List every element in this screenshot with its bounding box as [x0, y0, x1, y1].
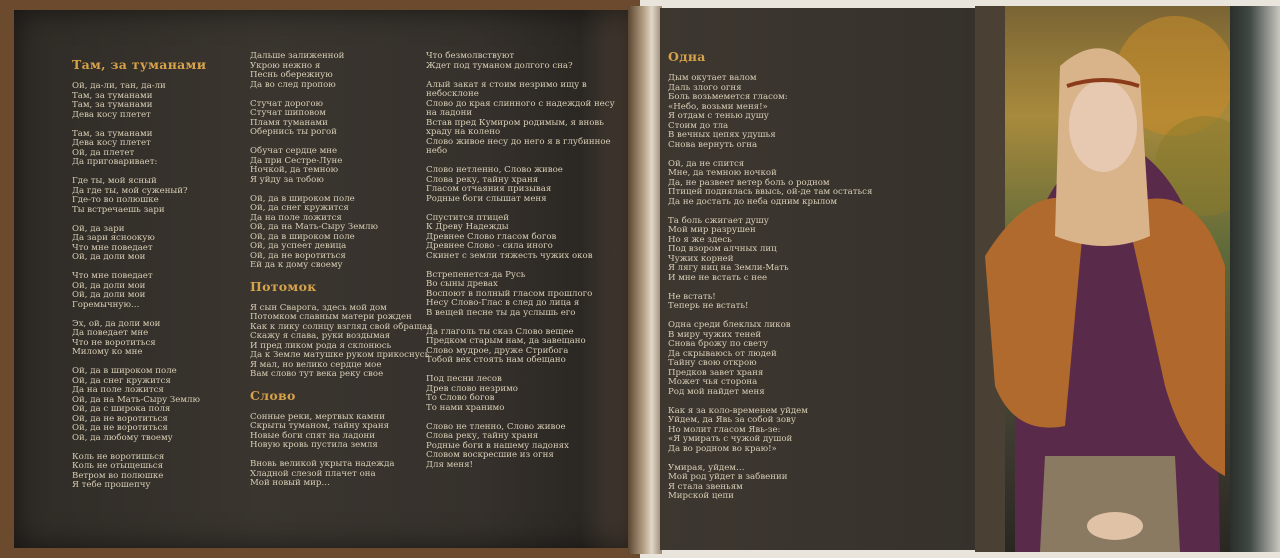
lyric-line: Укрою нежно я [250, 60, 321, 71]
lyric-line: В миру чужих теней [668, 329, 762, 340]
lyric-line: Словом воскресшие из огня [426, 450, 554, 460]
lyric-line: Ой, да доли мои [72, 280, 146, 291]
song-title: Там, за туманами [72, 57, 207, 72]
lyric-line: «Небо, возьми меня!» [668, 101, 768, 112]
lyric-line: Потомком славным матери рожден [250, 312, 412, 322]
lyric-line: Ой, да плетет [72, 147, 135, 158]
lyric-line: Во сыны древах [426, 279, 498, 289]
lyric-line: В вещей песне ты да услышь его [426, 307, 576, 318]
lyric-line: Я лягу ниц на Земли-Мать [668, 263, 789, 273]
lyric-line: Спустится птицей [426, 212, 509, 223]
lyric-line: Да при Сестре-Луне [250, 155, 343, 166]
lyrics-lines [250, 52, 420, 271]
lyrics-column-3 [426, 52, 616, 470]
lyric-line: небосклоне [426, 89, 479, 99]
lyric-line: Где-то во полюшке [72, 195, 159, 205]
lyric-line: Коль не воротишься [72, 451, 165, 462]
lyric-line: Ой, да снег кружится [72, 375, 171, 386]
lyric-line: Мне, да темною ночкой [668, 168, 777, 178]
lyric-line: Слово нетленно, Слово живое [426, 165, 563, 175]
lyric-line: Дева косу плетет [72, 109, 151, 120]
lyric-line: Новые боги спят на ладони [250, 430, 376, 441]
lyrics-column-2 [250, 51, 433, 489]
lyric-line: Там, за туманами [72, 100, 153, 110]
lyric-line: Вам слово тут века реку свое [250, 369, 384, 379]
booklet-right-edge [1230, 6, 1280, 552]
lyric-line: Слова реку, тайну храня [426, 174, 539, 185]
lyric-line: И мне не встать с нее [668, 272, 768, 283]
lyric-line: Ой, да на Мать-Сыру Землю [72, 394, 200, 405]
lyric-line: К Древу Надежды [426, 222, 509, 232]
lyric-line: Древ слово незримо [426, 383, 518, 394]
lyric-line: Слово не тленно, Слово живое [426, 421, 566, 432]
lyrics-column-right [668, 50, 968, 502]
lyric-line: Слово мудрое, друже Стрибога [426, 345, 569, 356]
lyric-line: Ой, да в широком поле [250, 231, 355, 242]
lyric-line: Да на поле ложится [72, 385, 164, 395]
lyric-line: Да не достать до неба одним крылом [668, 196, 838, 207]
lyric-line: Дева косу плетет [72, 138, 151, 148]
booklet-gutter [628, 6, 662, 554]
lyric-line: Встав пред Кумиром родимым, я вновь [426, 117, 604, 128]
lyrics-column-1 [72, 58, 242, 491]
lyric-line: Умирая, уйдем… [668, 462, 745, 473]
lyric-line: Под взором алчных лиц [668, 244, 777, 254]
lyric-line: Но молит гласом Явь-зе: [668, 424, 781, 435]
lyric-line: Обернись ты рогой [250, 127, 337, 137]
lyric-line: «Я умирать с чужой душой [668, 434, 793, 444]
lyrics-lines [250, 302, 433, 380]
lyric-line: Мой мир разрушен [668, 225, 756, 235]
lyric-line: То Слово богов [426, 393, 495, 403]
lyric-line: Ты встречаешь зари [72, 204, 165, 215]
lyric-line: Снова вернуть огна [668, 139, 758, 150]
lyrics-lines [250, 413, 420, 489]
lyric-line: Я отдам с тенью душу [668, 111, 769, 121]
lyric-line: Что мне поведает [72, 271, 153, 281]
lyric-line: на ладони [426, 108, 473, 118]
lyric-line: Ей да к дому своему [250, 260, 343, 270]
lyric-line: Древнее Слово гласом богов [426, 231, 557, 242]
lyric-line: Ждет под туманом долгого сна? [426, 60, 573, 71]
lyric-line: небо [426, 146, 448, 156]
lyric-line: Горемычную… [72, 299, 140, 310]
lyric-line: Ой, да не воротиться [72, 413, 168, 424]
lyric-line: Тобой век стоять нам обещано [426, 355, 566, 365]
lyric-line: Да глаголь ты сказ Слово вещее [426, 326, 574, 337]
lyric-line: Птицей поднялась ввысь, ой-де там остаться [668, 187, 873, 197]
lyric-line: Да поведает мне [72, 328, 149, 338]
lyric-line: Коль не отыщешься [72, 461, 163, 471]
lyric-line: Не встать! [668, 291, 716, 302]
lyric-line: Я уйду за тобою [250, 174, 324, 185]
woman-portrait-photo [975, 6, 1230, 552]
lyric-line: Та боль сжигает душу [668, 215, 769, 226]
lyric-line: Что безмолвствуют [426, 51, 515, 61]
lyric-line: Да, не развеет ветер боль о родном [668, 177, 830, 188]
lyric-line: Ночкой, да темною [250, 165, 339, 175]
lyric-line: Ой, да снег кружится [250, 203, 349, 213]
lyric-line: Род мой найдет меня [668, 386, 765, 397]
song-title: Одна [668, 49, 706, 64]
lyric-line: Слово до края слинного с надеждой несу [426, 98, 615, 109]
lyric-line: Ой, да не воротиться [250, 250, 346, 261]
lyric-line: Тайну свою открою [668, 358, 757, 368]
lyric-line: Ой, да доли мои [72, 252, 146, 262]
lyric-line: Ой, да не воротиться [72, 423, 168, 433]
lyrics-lines [426, 52, 616, 470]
lyric-line: Стоим до тла [668, 120, 729, 131]
lyric-line: Ой, да-ли, тан, да-ли [72, 81, 166, 91]
lyric-line: Стучат дорогою [250, 98, 323, 109]
lyric-line: Я тебе прошепчу [72, 480, 151, 490]
lyric-line: Под песни лесов [426, 374, 502, 384]
lyric-line: Предком старым нам, да завещано [426, 336, 586, 346]
lyric-line: Да скрываюсь от людей [668, 348, 777, 359]
lyric-line: Алый закат я стоим незримо ищу в [426, 79, 587, 90]
lyric-line: Я стала звеньям [668, 481, 743, 492]
lyric-line: Ой, да любому твоему [72, 432, 173, 443]
lyric-line: Гласом отчаяния призывая [426, 184, 552, 194]
lyric-line: Хладной слезой плачет она [250, 468, 376, 479]
lyric-line: Ой, да успеет девица [250, 241, 347, 251]
lyric-line: Да зари ясноокую [72, 233, 155, 243]
lyric-line: Теперь не встать! [668, 301, 749, 311]
lyric-line: Как к лику солнцу взгляд свой обращая [250, 321, 433, 332]
lyric-line: Мой род уйдет в забвении [668, 472, 788, 482]
lyric-line: храду на колено [426, 127, 501, 137]
lyric-line: Я мал, но велико сердце мое [250, 359, 382, 370]
lyric-line: Там, за туманами [72, 128, 153, 139]
lyric-line: Скрыты туманом, тайну храня [250, 421, 390, 431]
lyric-line: Встрепенется-да Русь [426, 269, 526, 280]
lyric-line: Обучат сердце мне [250, 146, 338, 156]
lyric-line: Ой, да на Мать-Сыру Землю [250, 222, 378, 232]
lyric-line: Милому ко мне [72, 347, 143, 357]
lyric-line: Что не воротиться [72, 337, 156, 348]
lyric-line: Стучат шиповом [250, 108, 326, 118]
lyric-line: Да приговаривает: [72, 157, 158, 167]
lyric-line: Да где ты, мой суженый? [72, 185, 188, 196]
lyric-line: Предков завет храня [668, 367, 764, 378]
lyric-line: Древнее Слово - сила иного [426, 241, 553, 251]
lyric-line: Несу Слово-Глас в след до лица я [426, 298, 580, 308]
lyric-line: Ветром во полюшке [72, 470, 164, 481]
lyric-line: Одна среди блеклых ликов [668, 320, 791, 330]
lyric-line: Но я же здесь [668, 234, 732, 245]
lyric-line: Воспоют в полный гласом прошлого [426, 288, 593, 299]
lyric-line: Вновь великой укрыта надежда [250, 459, 395, 469]
lyric-line: Да на поле ложится [250, 212, 342, 223]
lyric-line: Может чья сторона [668, 377, 758, 387]
lyric-line: Боль возьмемется гласом: [668, 92, 788, 102]
lyric-line: Снова брожу по свету [668, 339, 768, 349]
lyric-line: Песнь обережную [250, 70, 333, 80]
lyric-line: Родные боги слышат меня [426, 193, 547, 204]
lyric-line: Скинет с земли тяжесть чужих оков [426, 250, 593, 261]
lyric-line: Слова реку, тайну храня [426, 431, 539, 441]
lyric-line: Мой новый мир… [250, 478, 330, 488]
lyrics-lines [668, 74, 968, 502]
lyric-line: Да во родном во краю!» [668, 443, 777, 454]
lyric-line: Ой, да не спится [668, 158, 745, 169]
portrait-illustration [975, 6, 1230, 552]
lyric-line: Ой, да в широком поле [250, 193, 355, 204]
lyric-line: Как я за коло-временем уйдем [668, 405, 808, 416]
song-title: Слово [250, 387, 296, 403]
lyric-line: Дым окутает валом [668, 73, 757, 83]
lyric-line: Сонные реки, мертвых камни [250, 411, 385, 422]
lyric-line: Скажу я слава, руки воздымая [250, 331, 391, 341]
lyric-line: Что мне поведает [72, 242, 153, 253]
lyric-line: Я сын Сварога, здесь мой дом [250, 302, 387, 313]
lyric-line: Дальше залиженной [250, 51, 345, 61]
lyric-line: Эх, ой, да доли мои [72, 318, 161, 329]
lyric-line: И пред ликом рода я склонюсь [250, 340, 392, 351]
lyric-line: Слово живое несу до него я в глубинное [426, 136, 611, 147]
lyric-line: Мирской цепи [668, 491, 734, 501]
lyric-line: Ой, да в широком поле [72, 366, 177, 376]
lyric-line: Пламя туманами [250, 117, 328, 128]
lyric-line: Для меня! [426, 459, 473, 470]
lyric-line: Да во след пропою [250, 79, 336, 90]
lyric-line: Даль злого огня [668, 82, 742, 93]
lyric-line: Ой, да доли мои [72, 290, 146, 300]
lyric-line: В вечных цепях удушья [668, 130, 776, 140]
lyric-line: Там, за туманами [72, 90, 153, 101]
lyric-line: Ой, да с широка поля [72, 404, 171, 414]
lyric-line: Родные боги в нашему ладонях [426, 440, 569, 451]
lyric-line: Ой, да зари [72, 223, 125, 234]
lyric-line: То нами хранимо [426, 402, 505, 413]
lyrics-lines [72, 82, 242, 491]
lyric-line: Новую кровь пустила земля [250, 440, 378, 450]
lyric-line: Да к Земле матушке руком прикоснусь [250, 350, 430, 360]
song-title: Потомок [250, 278, 317, 294]
lyric-line: Чужих корней [668, 253, 734, 264]
lyric-line: Где ты, мой ясный [72, 176, 157, 186]
lyric-line: Уйдем, да Явь за собой зову [668, 415, 796, 425]
